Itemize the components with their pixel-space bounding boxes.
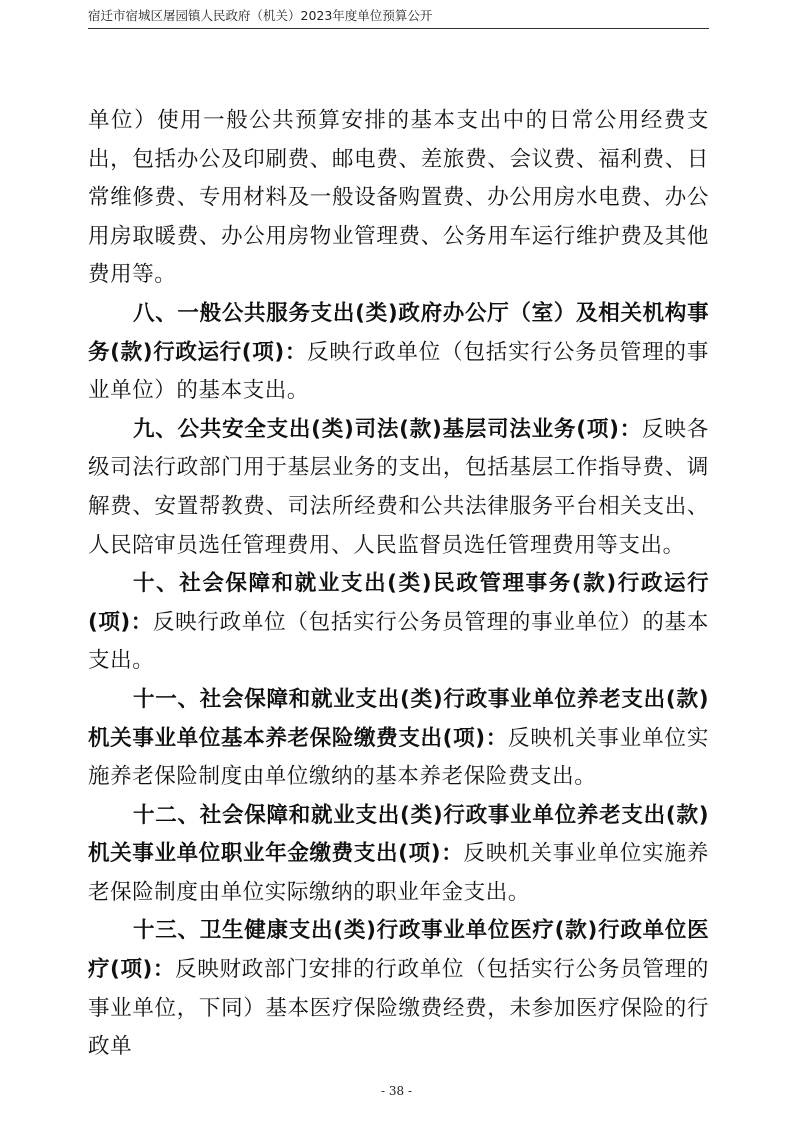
paragraph-body: 反映财政部门安排的行政单位（包括实行公务员管理的事业单位，下同）基本医疗保险缴费经费，未参加医疗保险的行政单 xyxy=(88,957,710,1060)
paragraph-body: 反映机关事业单位实施养老保险制度由单位缴纳的基本养老保险费支出。 xyxy=(88,725,709,790)
paragraph-body: 反映行政单位（包括实行公务员管理的事业单位）的基本支出。 xyxy=(88,609,709,674)
paragraph-heading: 九、公共安全支出(类)司法(款)基层司法业务(项)： xyxy=(133,416,642,442)
paragraph-heading: 十三、卫生健康支出(类)行政事业单位医疗(款)行政单位医疗(项)： xyxy=(88,918,709,983)
paragraph-item-8 xyxy=(88,295,709,411)
paragraph-heading: 十一、社会保障和就业支出(类)行政事业单位养老支出(款)机关事业单位基本养老保险缴费支出(项)： xyxy=(88,686,709,751)
paragraph-item-12 xyxy=(88,797,709,913)
document-body xyxy=(88,102,709,1067)
paragraph-body: 反映各级司法行政部门用于基层业务的支出，包括基层工作指导费、调解费、安置帮教费、司法所经费和公共法律服务平台相关支出、人民陪审员选任管理费用、人民监督员选任管理费用等支出。 xyxy=(88,416,709,558)
paragraph-body: 反映行政单位（包括实行公务员管理的事业单位）的基本支出。 xyxy=(88,339,709,404)
page-header: 宿迁市宿城区屠园镇人民政府（机关）2023年度单位预算公开 xyxy=(88,8,433,23)
paragraph-body: 反映机关事业单位实施养老保险制度由单位实际缴纳的职业年金支出。 xyxy=(88,841,709,905)
paragraph-heading: 八、一般公共服务支出(类)政府办公厅（室）及相关机构事务(款)行政运行(项)： xyxy=(88,300,709,365)
paragraph-item-11 xyxy=(88,681,709,797)
page-number: - 38 - xyxy=(380,1084,412,1098)
paragraph-public-funds-continuation xyxy=(88,102,709,295)
header-divider xyxy=(88,28,709,29)
paragraph-heading: 十、社会保障和就业支出(类)民政管理事务(款)行政运行(项)： xyxy=(88,571,709,635)
paragraph-heading: 十二、社会保障和就业支出(类)行政事业单位养老支出(款)机关事业单位职业年金缴费支出(项)： xyxy=(88,802,709,867)
paragraph-item-13 xyxy=(88,912,709,1066)
paragraph-body: 单位）使用一般公共预算安排的基本支出中的日常公用经费支出，包括办公及印刷费、邮电费、差旅费、会议费、福利费、日常维修费、专用材料及一般设备购置费、办公用房水电费、办公用房取暖费、办公用房物业管理费、公务用车运行维护费及其他费用等。 xyxy=(88,108,709,288)
paragraph-item-10 xyxy=(88,565,709,681)
paragraph-item-9 xyxy=(88,411,709,565)
